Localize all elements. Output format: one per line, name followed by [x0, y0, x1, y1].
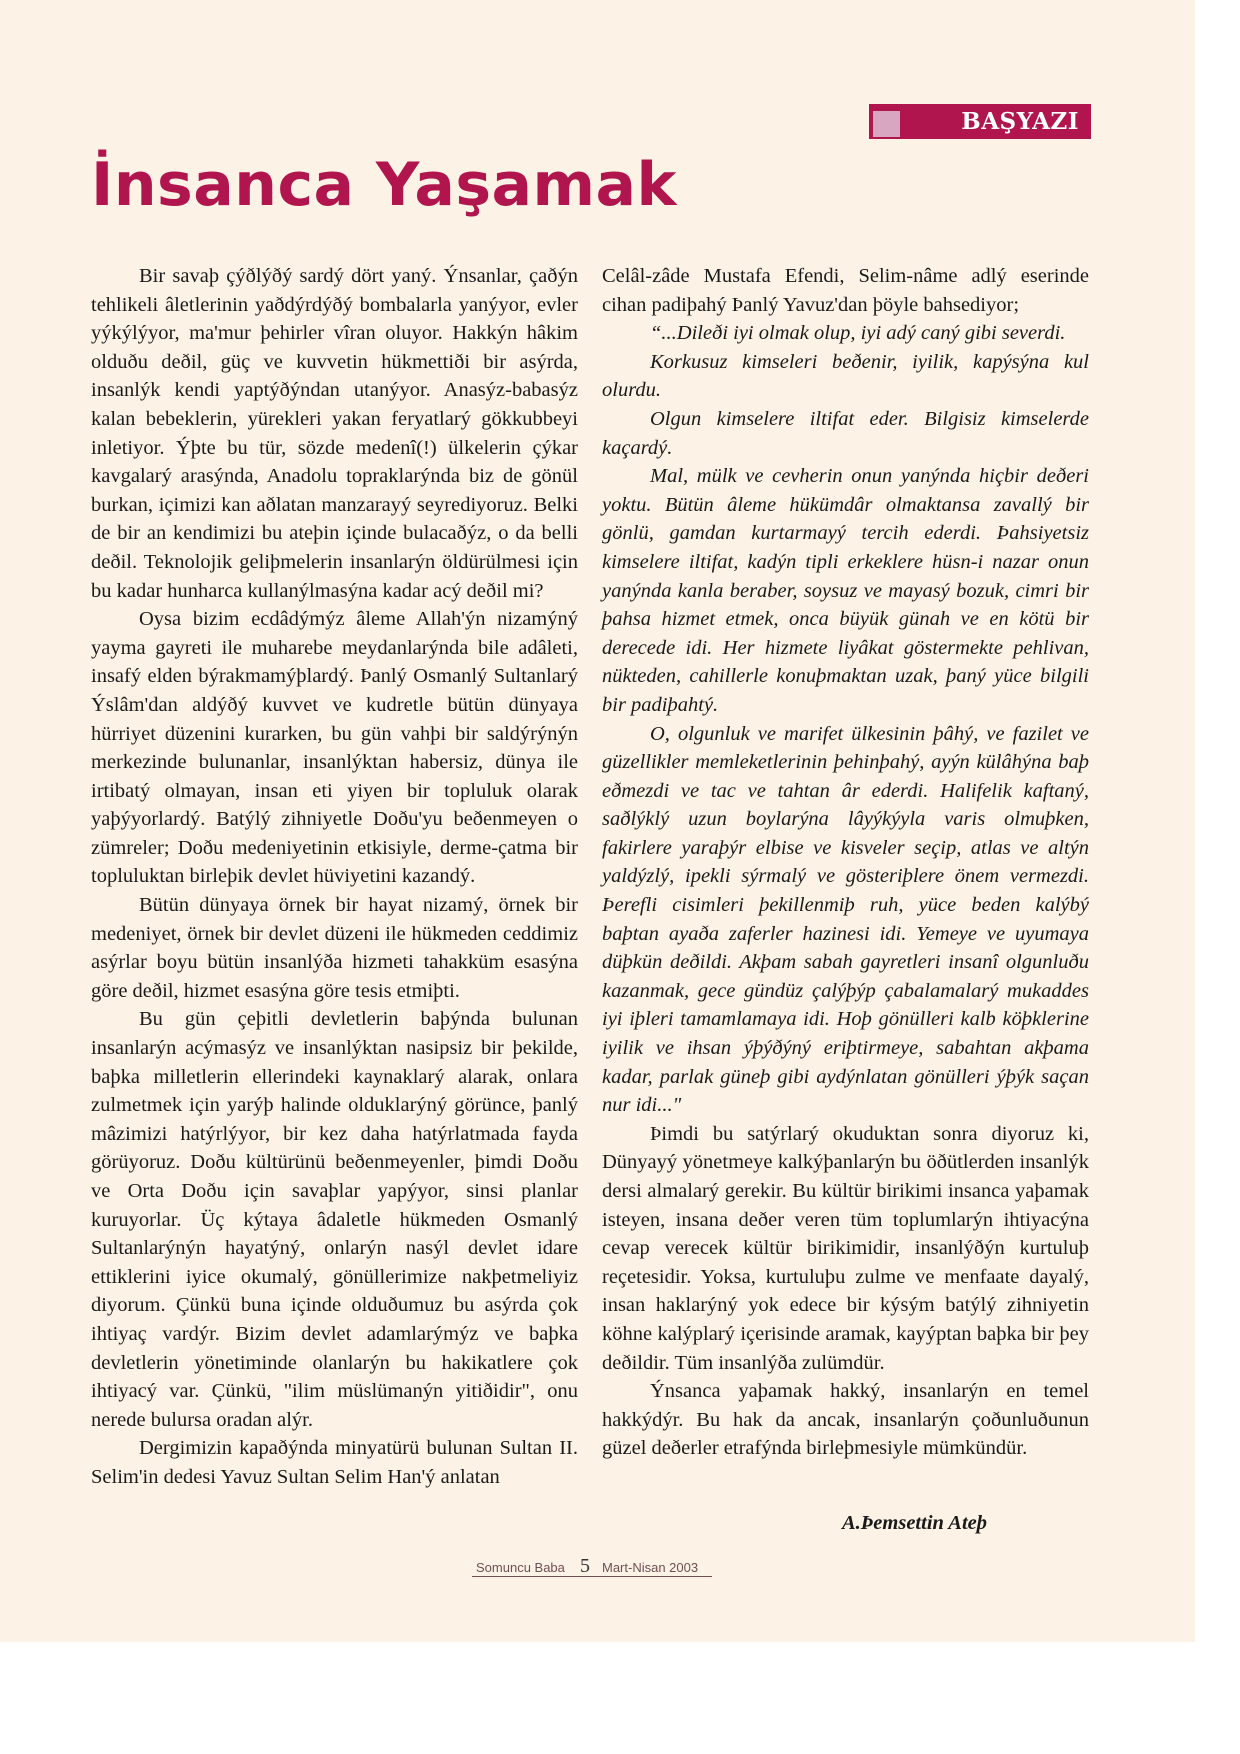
quote-paragraph: O, olgunluk ve marifet ülkesinin þâhý, ve fazilet ve güzellikler memleketlerinin þehinþahý, ayýn külâhýna baþ eðmezdi ve tac ve tahtan âr ederdi. Halifelik kaftaný, saðlýklý uzun boylarýna lâyýkýyla varis olmuþken, fakirlere yaraþýr elbise ve kisveler seçip, atlas ve altýn yaldýzlý, ipekli sýrmalý ve gösteriþlere önem vermezdi. Þerefli cisimleri þekillenmiþ ruh, yüce beden kalýbý baþtan ayaða zaferler hazinesi idi. Yemeye ve uyumaya düþkün deðildi. Akþam sabah gayretleri insanî olgunluðu kazanmak, gece gündüz çalýþýp çabalamalarý mukaddes iyi iþleri tamamlamaya idi. Hoþ gönülleri kalb köþklerine iyilik ve ihsan ýþýðýný eriþtirmeye, sabahtan akþama kadar, parlak güneþ gibi aydýnlatan gönülleri ýþýk saçan nur idi..." — [602, 722, 1089, 1117]
quote-paragraph: Korkusuz kimseleri beðenir, iyilik, kapýsýna kul olurdu. — [602, 350, 1089, 402]
section-tab — [869, 104, 1091, 139]
quote-paragraph: Olgun kimselere iltifat eder. Bilgisiz kimselerde kaçardý. — [602, 407, 1089, 459]
paragraph: Bu gün çeþitli devletlerin baþýnda bulunan insanlarýn acýmasýz ve insanlýktan nasipsiz bir þekilde, baþka milletlerin ellerindeki kaynaklarý alarak, onlara zulmetmek için yarýþ halinde olduklarýný görünce, þanlý mâzimizi hatýrlýyor, bir kez daha hatýrlatmada fayda görüyoruz. Doðu kültürünü beðenmeyenler, þimdi Doðu ve Orta Doðu için savaþlar yapýyor, sinsi planlar kuruyorlar. Üç kýtaya âdaletle hükmeden Osmanlý Sultanlarýnýn hayatýný, onlarýn nasýl devlet idare ettiklerini iyice okumalý, gönüllerimize nakþetmeliyiz diyorum. Çünkü buna içinde olduðumuz bu asýrda çok ihtiyaç vardýr. Bizim devlet adamlarýmýz ve baþka devletlerin yönetiminde olanlarýn bu hakikatlere çok ihtiyacý var. Çünkü, "ilim müslümanýn yitiðidir", onu nerede bulursa oradan alýr. — [91, 1008, 578, 1431]
right-column — [602, 262, 1089, 1463]
paragraph: Þimdi bu satýrlarý okuduktan sonra diyoruz ki, Dünyayý yönetmeye kalkýþanlarýn bu öðütlerden insanlýk dersi almalarý gerekir. Bu kültür birikimi insanca yaþamak isteyen, insana deðer veren tüm toplumlarýn ihtiyacýna cevap verecek kültür birikimidir, insanlýðýn kurtuluþ reçetesidir. Yoksa, kurtuluþu zulme ve menfaate dayalý, insan haklarýný yok edece bir kýsým batýlý zihniyetin köhne kalýplarý içerisinde aramak, kayýptan baþka bir þey deðildir. Tüm insanlýða zulümdür. — [602, 1122, 1089, 1374]
paragraph: Dergimizin kapaðýnda minyatürü bulunan Sultan II. Selim'in dedesi Yavuz Sultan Selim Han'ý anlatan — [91, 1437, 578, 1488]
page-footer — [472, 1557, 712, 1583]
left-column — [91, 262, 578, 1492]
page-number: 5 — [580, 1555, 590, 1577]
footer-rule — [472, 1576, 712, 1577]
author-signature: A.Þemsettin Ateþ — [841, 1512, 987, 1534]
issue-date: Mart-Nisan 2003 — [602, 1560, 699, 1575]
paragraph: Bütün dünyaya örnek bir hayat nizamý, örnek bir medeniyet, örnek bir devlet düzeni ile hükmeden ceddimiz asýrlar boyu bütün insanlýða hizmeti tahakküm esasýna göre deðil, hizmet esasýna göre tesis etmiþti. — [91, 894, 578, 1002]
paragraph: Oysa bizim ecdâdýmýz âleme Allah'ýn nizamýný yayma gayreti ile muharebe meydanlarýnda bile adâleti, insafý elden býrakmamýþlardý. Þanlý Osmanlý Sultanlarý Ýslâm'dan aldýðý kuvvet ve kudretle bütün dünyaya hürriyet düzenini kurarken, bu gün vahþi bir saldýrýnýn merkezinde bulunanlar, insanlýktan habersiz, dünya ile irtibatý olmayan, insan eti yiyen bir topluluk olarak yaþýyorlardý. Batýlý zihniyetle Doðu'yu beðenmeyen o zümreler; Doðu medeniyetinin etkisiyle, derme-çatma bir topluluktan birleþik devlet hüviyetini kazandý. — [91, 608, 578, 888]
paragraph: Bir savaþ çýðlýðý sardý dört yaný. Ýnsanlar, çaðýn tehlikeli âletlerinin yaðdýrdýðý bombalarla yanýyor, evler yýkýlýyor, ma'mur þehirler vîran oluyor. Hakkýn hâkim olduðu deðil, güç ve kuvvetin hükmettiði bir asýrda, insanlýk kendi yaptýðýndan utanýyor. Anasýz-babasýz kalan bebeklerin, yürekleri yakan feryatlarý gökkubbeyi inletiyor. Ýþte bu tür, sözde medenî(!) ülkelerin çýkar kavgalarý arasýnda, Anadolu topraklarýnda biz de gönül burkan, içimizi kan aðlatan manzarayý seyrediyoruz. Belki de bir an kendimizi bu ateþin içinde bulacaðýz, o da belli deðil. Teknolojik geliþmelerin insanlarýn öldürülmesi için bu kadar hunharca kullanýlmasýna kadar acý deðil mi? — [91, 265, 578, 602]
quote-paragraph: “...Dileði iyi olmak olup, iyi adý caný gibi severdi. — [650, 322, 1066, 345]
paragraph: Celâl-zâde Mustafa Efendi, Selim-nâme adlý eserinde cihan padiþahý Þanlý Yavuz'dan þöyle bahsediyor; — [602, 265, 1089, 316]
paragraph: Ýnsanca yaþamak hakký, insanlarýn en temel hakkýdýr. Bu hak da ancak, insanlarýn çoðunluðunun güzel deðerler etrafýnda birleþmesiyle mümkündür. — [602, 1380, 1089, 1460]
section-tab-notch — [873, 111, 900, 137]
magazine-name: Somuncu Baba — [476, 1560, 565, 1575]
article-title: İnsanca Yaşamak — [91, 150, 677, 220]
section-label: BAŞYAZI — [961, 108, 1079, 135]
quote-paragraph: Mal, mülk ve cevherin onun yanýnda hiçbir deðeri yoktu. Bütün âleme hükümdâr olmaktansa zavallý bir gönlü, gamdan kurtarmayý tercih ederdi. Þahsiyetsiz kimselere iltifat, kadýn tipli erkeklere hüsn-i nazar onun yanýnda kanla beraber, soysuz ve mayasý bozuk, cimri bir þahsa hizmet etmek, onca büyük günah ve en kötü bir derecede idi. Her hizmete liyâkat göstermekte pehlivan, nükteden, cahillerle konuþmaktan uzak, þaný yüce bilgili bir padiþahtý. — [602, 465, 1089, 716]
